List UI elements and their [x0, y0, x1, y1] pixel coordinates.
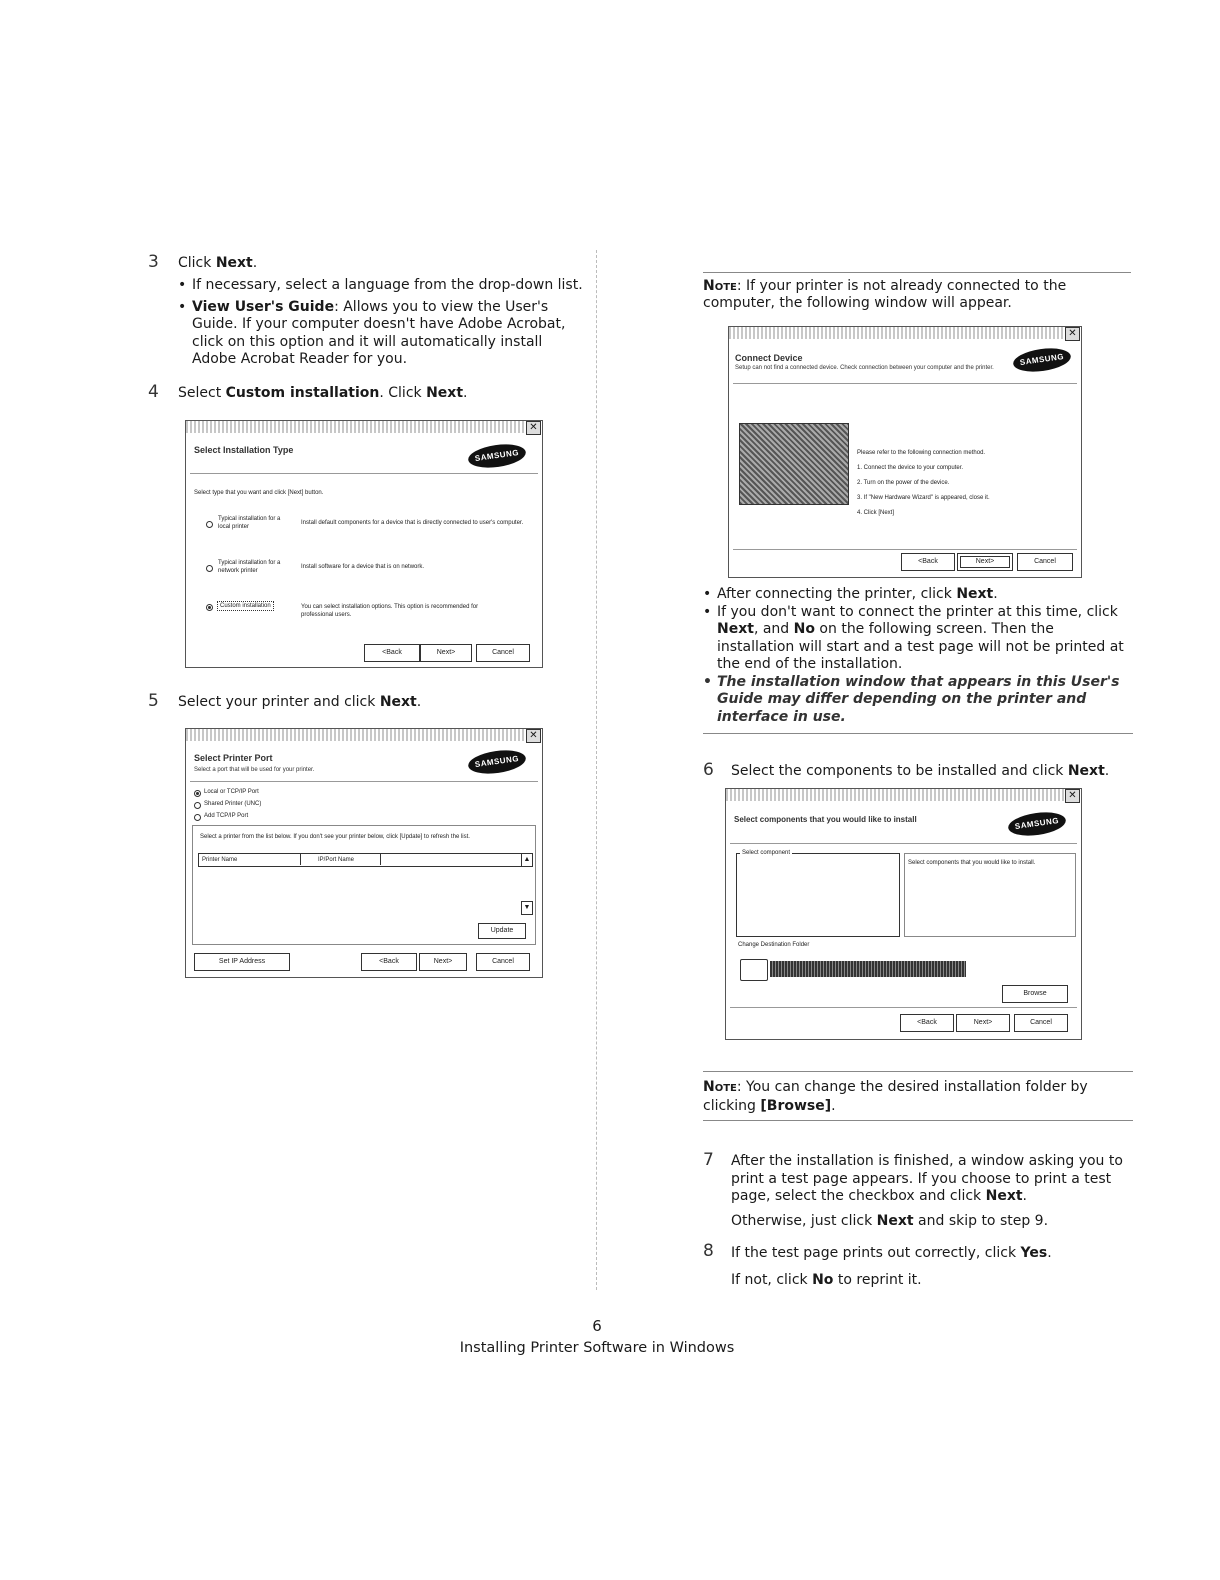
folder-icon — [740, 959, 768, 981]
step-8-otherwise: If not, click No to reprint it. — [731, 1272, 922, 1288]
back-button[interactable]: <Back — [364, 644, 420, 662]
radio-custom[interactable] — [206, 604, 213, 611]
set-ip-button[interactable]: Set IP Address — [194, 953, 290, 971]
divider — [733, 549, 1077, 550]
option-label: Typical installation for a network printer — [218, 560, 281, 574]
update-button[interactable]: Update — [478, 923, 526, 939]
destination-path — [770, 961, 966, 977]
cancel-button[interactable]: Cancel — [1017, 553, 1073, 571]
connect-device-window — [728, 326, 1082, 578]
step-number-4: 4 — [148, 382, 159, 402]
list-item: • If you don't want to connect the printer at this time, click Next, and No on the following screen. Then the installation will start and a test page will not be printed at the end of the installation. — [703, 604, 1133, 674]
radio-add-tcpip[interactable] — [194, 814, 201, 821]
instruction: 1. Connect the device to your computer. — [857, 465, 964, 471]
next-button[interactable]: Next> — [957, 553, 1013, 571]
port-label: Local or TCP/IP Port — [204, 789, 259, 795]
divider — [190, 781, 538, 782]
cancel-button[interactable]: Cancel — [476, 644, 530, 662]
list-item: • If necessary, select a language from the drop-down list. — [178, 277, 583, 295]
option-desc: Install software for a device that is on network. — [301, 564, 425, 570]
step-6-heading: Select the components to be installed and click Next. — [731, 763, 1110, 779]
back-button[interactable]: <Back — [901, 553, 955, 571]
components-window — [725, 788, 1082, 1040]
divider — [190, 473, 538, 474]
info-text: Select a printer from the list below. If you don't see your printer below, click [Update] to refresh the list. — [200, 834, 470, 840]
component-list[interactable] — [736, 853, 900, 937]
radio-network[interactable] — [206, 565, 213, 572]
step-3-bullets — [178, 277, 583, 369]
step-7-otherwise: Otherwise, just click Next and skip to step 9. — [731, 1213, 1049, 1229]
window-title: Select Installation Type — [194, 445, 294, 455]
title-bar — [726, 789, 1081, 801]
step-number-6: 6 — [703, 760, 714, 780]
note-rule-bottom — [703, 1120, 1133, 1121]
option-label: Typical installation for a local printer — [218, 516, 281, 530]
back-button[interactable]: <Back — [900, 1014, 954, 1032]
window-title: Select components that you would like to install — [734, 815, 917, 824]
option-desc: Install default components for a device that is directly connected to user's computer. — [301, 520, 524, 526]
divider — [730, 843, 1077, 844]
list-item: • The installation window that appears in this User's Guide may differ depending on the printer and interface in use. — [703, 674, 1133, 727]
list-item: • After connecting the printer, click Next. — [703, 586, 1133, 604]
scroll-up-icon[interactable]: ▲ — [521, 853, 533, 867]
step-number-5: 5 — [148, 691, 159, 711]
step-3-heading: Click Next. — [178, 255, 258, 271]
note-rule-top — [703, 272, 1131, 273]
list-item: • View User's Guide: Allows you to view the User's Guide. If your computer doesn't have Adobe Acrobat, click on this option and it will automatically install Adobe Acrobat Reader for you. — [178, 299, 583, 369]
rule — [703, 733, 1133, 734]
column-header: IP/Port Name — [318, 857, 355, 863]
option-label: Custom installation — [217, 601, 274, 611]
browse-button[interactable]: Browse — [1002, 985, 1068, 1003]
title-bar — [186, 421, 542, 433]
instruction: Please refer to the following connection method. — [857, 450, 986, 456]
title-bar — [729, 327, 1081, 339]
col-sep — [300, 853, 301, 865]
col-sep — [380, 853, 381, 865]
column-header: Printer Name — [202, 857, 238, 863]
step-number-3: 3 — [148, 252, 159, 272]
printer-port-window — [185, 728, 543, 978]
group-label: Select component — [742, 850, 791, 856]
step-5-heading: Select your printer and click Next. — [178, 694, 422, 710]
close-icon[interactable]: ✕ — [1065, 789, 1080, 803]
window-title: Connect Device — [735, 353, 803, 363]
next-button[interactable]: Next> — [419, 953, 467, 971]
instruction: 3. If "New Hardware Wizard" is appeared, close it. — [857, 495, 990, 501]
radio-local[interactable] — [206, 521, 213, 528]
footer-title: Installing Printer Software in Windows — [459, 1340, 735, 1356]
samsung-logo: SAMSUNG — [1007, 809, 1067, 839]
radio-local-tcpip[interactable] — [194, 790, 201, 797]
option-desc: You can select installation options. This option is recommended for professional users. — [301, 604, 479, 618]
note-rule-top — [703, 1071, 1133, 1072]
divider — [730, 1007, 1077, 1008]
port-label: Shared Printer (UNC) — [204, 801, 262, 807]
divider — [733, 383, 1077, 384]
step-8-text: If the test page prints out correctly, click Yes. — [731, 1245, 1052, 1261]
close-icon[interactable]: ✕ — [526, 729, 541, 743]
column-divider — [596, 250, 597, 1290]
list-header — [198, 853, 533, 867]
folder-label: Change Destination Folder — [738, 942, 810, 948]
next-button[interactable]: Next> — [420, 644, 472, 662]
radio-shared[interactable] — [194, 802, 201, 809]
printer-connection-illustration — [739, 423, 849, 505]
page-number: 6 — [592, 1317, 602, 1335]
intro-text: Select type that you want and click [Next] button. — [194, 490, 324, 496]
next-button[interactable]: Next> — [956, 1014, 1010, 1032]
scroll-down-icon[interactable]: ▼ — [521, 901, 533, 915]
back-button[interactable]: <Back — [361, 953, 417, 971]
instruction: 4. Click [Next] — [857, 510, 895, 516]
title-bar — [186, 729, 542, 741]
step-4-heading: Select Custom installation. Click Next. — [178, 385, 468, 401]
samsung-logo: SAMSUNG — [467, 441, 527, 471]
after-connect-bullets — [703, 586, 1133, 726]
samsung-logo: SAMSUNG — [467, 747, 527, 777]
close-icon[interactable]: ✕ — [1065, 327, 1080, 341]
step-number-8: 8 — [703, 1241, 714, 1261]
window-subtitle: Select a port that will be used for your printer. — [194, 767, 315, 773]
installation-type-window — [185, 420, 543, 668]
instruction: 2. Turn on the power of the device. — [857, 480, 950, 486]
description-text: Select components that you would like to install. — [908, 860, 1036, 866]
step-number-7: 7 — [703, 1150, 714, 1170]
cancel-button[interactable]: Cancel — [476, 953, 530, 971]
close-icon[interactable]: ✕ — [526, 421, 541, 435]
window-subtitle: Setup can not find a connected device. Check connection between your computer and the printer. — [735, 365, 994, 371]
window-title: Select Printer Port — [194, 753, 273, 763]
port-label: Add TCP/IP Port — [204, 813, 249, 819]
note-browse: Note: You can change the desired installation folder by clicking [Browse]. — [703, 1079, 1088, 1114]
cancel-button[interactable]: Cancel — [1014, 1014, 1068, 1032]
step-7-text: After the installation is finished, a window asking you to print a test page appears. If you choose to print a test page, select the checkbox and click Next. — [731, 1153, 1123, 1204]
note-connect: Note: If your printer is not already connected to the computer, the following window will appear. — [703, 278, 1067, 311]
samsung-logo: SAMSUNG — [1012, 345, 1072, 375]
